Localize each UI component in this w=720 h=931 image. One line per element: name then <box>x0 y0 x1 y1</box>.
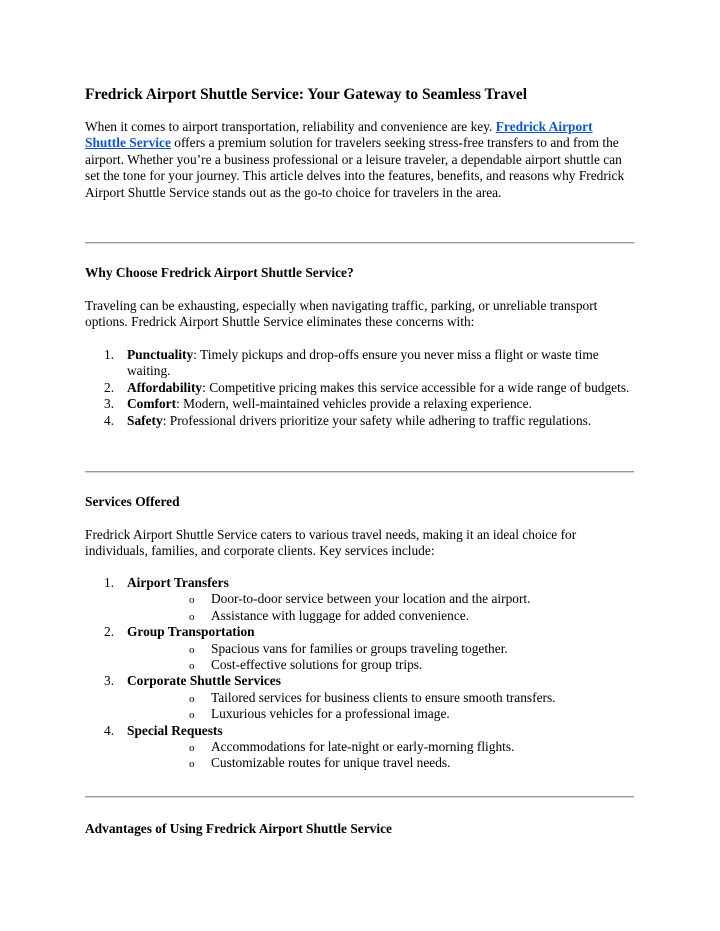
sub-item-text: Accommodations for late-night or early-morning flights. <box>211 739 515 755</box>
sub-list-item <box>127 608 636 624</box>
intro-text-before: When it comes to airport transportation, reliability and convenience are key. <box>85 119 496 134</box>
list-item-term: Punctuality <box>127 347 194 362</box>
sub-list-item <box>127 755 636 771</box>
why-choose-paragraph: Traveling can be exhausting, especially when navigating traffic, parking, or unreliable transport options. Fredrick Airport Shuttle Service eliminates these concerns with: <box>85 298 598 330</box>
bullet-icon: o <box>189 742 195 755</box>
list-item-text: : Competitive pricing makes this service accessible for a wide range of budgets. <box>202 379 630 395</box>
list-item-text: : Professional drivers prioritize your safety while adhering to traffic regulations. <box>162 412 592 428</box>
section-divider <box>85 471 634 473</box>
list-number: 3. <box>104 396 115 412</box>
sub-item-text: Luxurious vehicles for a professional image. <box>211 706 450 722</box>
intro-text-after: offers a premium solution for travelers seeking stress-free transfers to and from the airport. Whether you’re a business professional or a leisure traveler, a dependable airport shuttle can set the tone for your journey. This article delves into the features, benefits, and reasons why Fredrick Airport Shuttle Service stands out as the go-to choice for travelers in the area. <box>85 135 625 200</box>
list-number: 1. <box>104 347 115 362</box>
fredrick-airport-shuttle-link[interactable]: Fredrick Airport Shuttle Service <box>85 119 593 151</box>
services-list <box>85 575 636 772</box>
why-choose-list <box>85 347 636 429</box>
bullet-icon: o <box>189 610 195 623</box>
sub-list-item <box>127 641 636 657</box>
section-divider <box>85 242 634 244</box>
sub-list <box>127 690 636 723</box>
list-number: 1. <box>104 575 115 590</box>
page-title: Fredrick Airport Shuttle Service: Your Gateway to Seamless Travel <box>85 86 527 103</box>
service-title: Special Requests <box>127 722 223 738</box>
advantages-heading: Advantages of Using Fredrick Airport Shuttle Service <box>85 821 392 836</box>
sub-list <box>127 591 636 624</box>
sub-item-text: Cost-effective solutions for group trips. <box>211 657 423 673</box>
sub-list-item <box>127 706 636 722</box>
list-item <box>85 413 636 429</box>
list-number: 2. <box>104 624 115 640</box>
list-number: 4. <box>104 412 115 428</box>
sub-list <box>127 739 636 772</box>
sub-item-text: Assistance with luggage for added convenience. <box>211 607 470 623</box>
list-item <box>85 396 636 412</box>
bullet-icon: o <box>189 594 195 607</box>
sub-list <box>127 641 636 674</box>
list-item <box>85 347 636 380</box>
sub-list-item <box>127 657 636 673</box>
sub-item-text: Door-to-door service between your location and the airport. <box>211 591 531 607</box>
sub-item-text: Tailored services for business clients to ensure smooth transfers. <box>211 689 556 705</box>
services-heading: Services Offered <box>85 494 180 509</box>
intro-paragraph <box>85 119 636 201</box>
list-item-term: Comfort <box>127 396 177 412</box>
list-number: 2. <box>104 379 115 395</box>
list-item-term: Affordability <box>127 379 203 395</box>
list-item <box>85 624 636 673</box>
section-divider <box>85 796 634 798</box>
bullet-icon: o <box>189 709 195 722</box>
bullet-icon: o <box>189 643 195 656</box>
why-choose-heading: Why Choose Fredrick Airport Shuttle Service? <box>85 265 354 280</box>
service-title: Airport Transfers <box>127 575 229 590</box>
list-number: 4. <box>104 722 115 738</box>
sub-list-item <box>127 591 636 607</box>
list-item <box>85 723 636 772</box>
bullet-icon: o <box>189 758 195 771</box>
list-item <box>85 380 636 396</box>
sub-list-item <box>127 690 636 706</box>
bullet-icon: o <box>189 660 195 673</box>
service-title: Corporate Shuttle Services <box>127 673 281 689</box>
service-title: Group Transportation <box>127 624 255 640</box>
list-item-text: : Modern, well-maintained vehicles provide a relaxing experience. <box>176 396 532 412</box>
list-item-term: Safety <box>127 412 163 428</box>
sub-item-text: Customizable routes for unique travel needs. <box>211 755 451 771</box>
list-item <box>85 575 636 624</box>
list-number: 3. <box>104 673 115 689</box>
bullet-icon: o <box>189 692 195 705</box>
list-item-text: : Timely pickups and drop-offs ensure you never miss a flight or waste time waiting. <box>127 347 599 379</box>
list-item <box>85 673 636 722</box>
services-paragraph: Fredrick Airport Shuttle Service caters to various travel needs, making it an ideal choice for individuals, families, and corporate clients. Key services include: <box>85 527 577 559</box>
sub-list-item <box>127 739 636 755</box>
sub-item-text: Spacious vans for families or groups traveling together. <box>211 640 508 656</box>
